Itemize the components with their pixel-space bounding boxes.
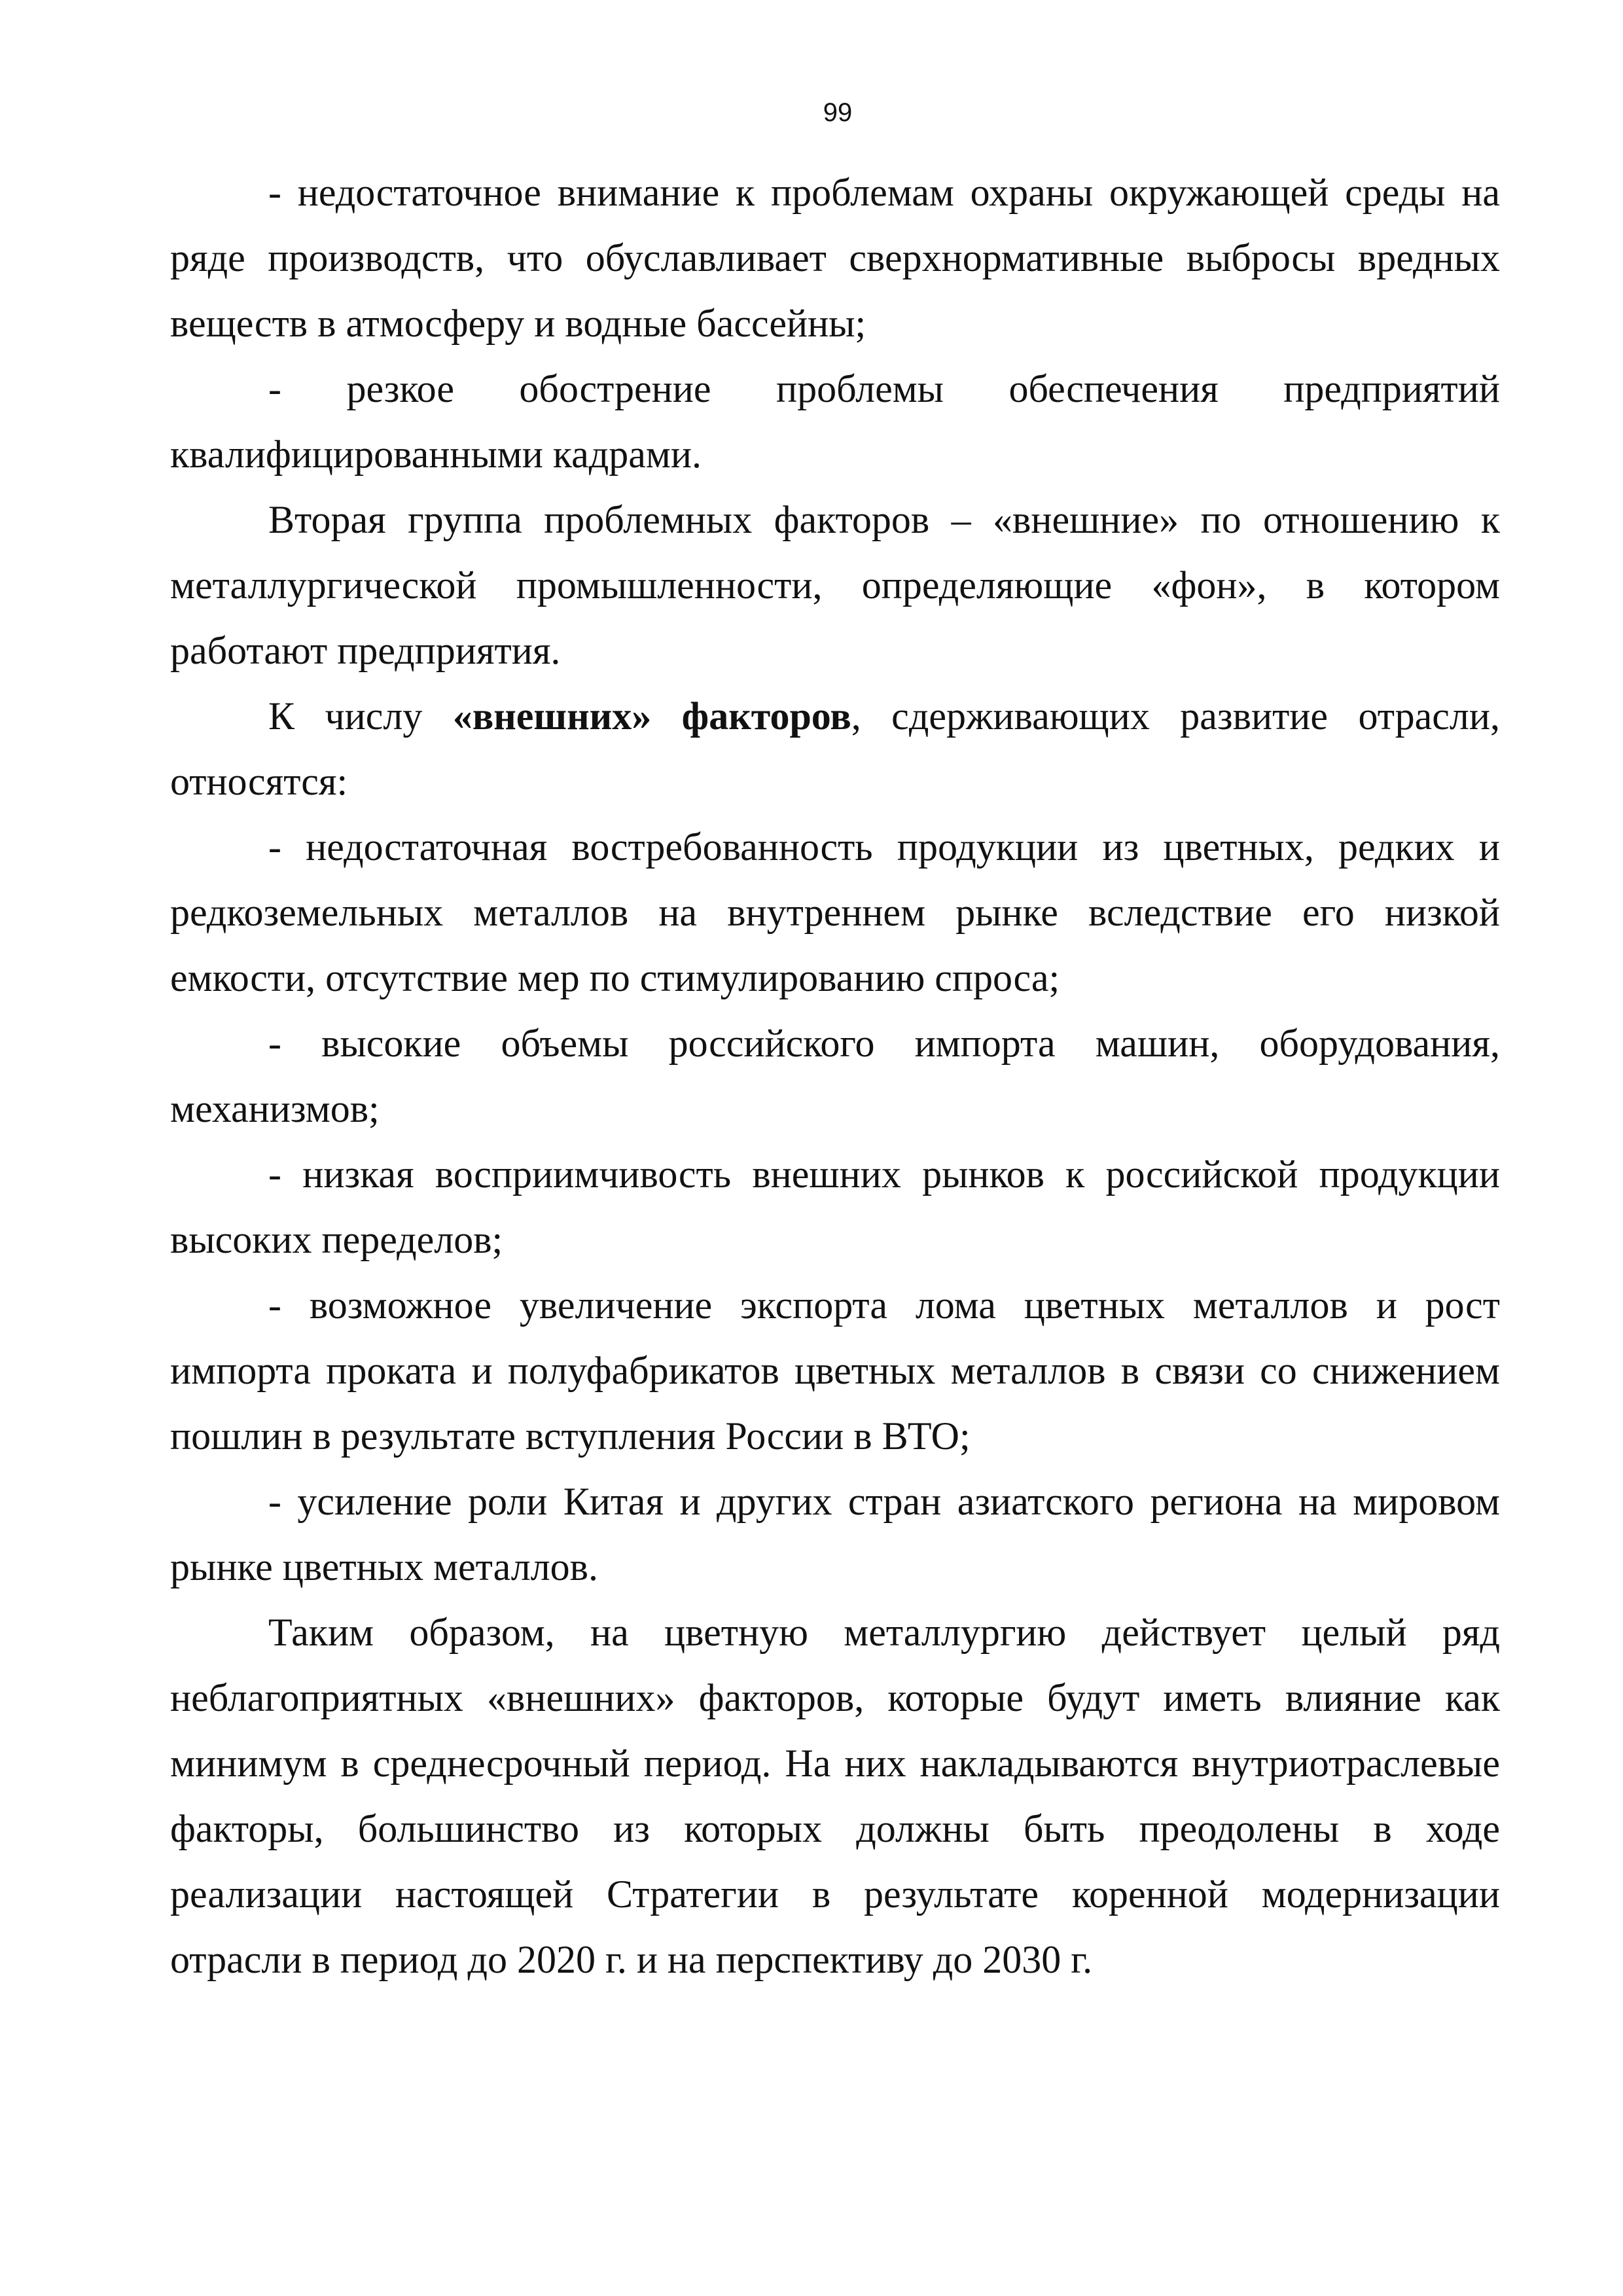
list-item-low-receptivity: - низкая восприимчивость внешних рынков к российской продукции высоких переделов;: [170, 1153, 1500, 1261]
list-item-china-role: - усиление роли Китая и других стран азиатского региона на мировом рынке цветных металлов.: [170, 1480, 1500, 1588]
list-item-scrap-export: - возможное увеличение экспорта лома цветных металлов и рост импорта проката и полуфабрикатов цветных металлов в связи со снижением пошлин в результате вступления России в ВТО;: [170, 1283, 1500, 1458]
paragraph-personnel-issues: - резкое обострение проблемы обеспечения предприятий квалифицированными кадрами.: [170, 367, 1500, 476]
paragraph-environment-issues: - недостаточное внимание к проблемам охраны окружающей среды на ряде производств, что обуславливает сверхнормативные выбросы вредных веществ в атмосферу и водные бассейны;: [170, 171, 1500, 345]
intro-rest: , сдерживающих развитие отрасли, относятся:: [170, 694, 1500, 803]
intro-text: К числу: [268, 694, 453, 738]
list-item-import-volumes: - высокие объемы российского импорта машин, оборудования, механизмов;: [170, 1022, 1500, 1130]
bold-term: «внешних» факторов: [452, 694, 851, 738]
paragraph-second-group: Вторая группа проблемных факторов – «внешние» по отношению к металлургической промышленности, определяющие «фон», в котором работают предприятия.: [170, 498, 1500, 672]
paragraph-conclusion: Таким образом, на цветную металлургию действует целый ряд неблагоприятных «внешних» факторов, которые будут иметь влияние как минимум в среднесрочный период. На них накладываются внутриотраслевые факторы, большинство из которых должны быть преодолены в ходе реализации настоящей Стратегии в результате коренной модернизации отрасли в период до 2020 г. и на перспективу до 2030 г.: [170, 1611, 1500, 1981]
list-item-low-demand: - недостаточная востребованность продукции из цветных, редких и редкоземельных металлов на внутреннем рынке вследствие его низкой емкости, отсутствие мер по стимулированию спроса;: [170, 825, 1500, 999]
paragraph-external-factors-intro: [170, 683, 1500, 814]
body-text: [170, 160, 1500, 1992]
page-number: 99: [823, 98, 853, 127]
